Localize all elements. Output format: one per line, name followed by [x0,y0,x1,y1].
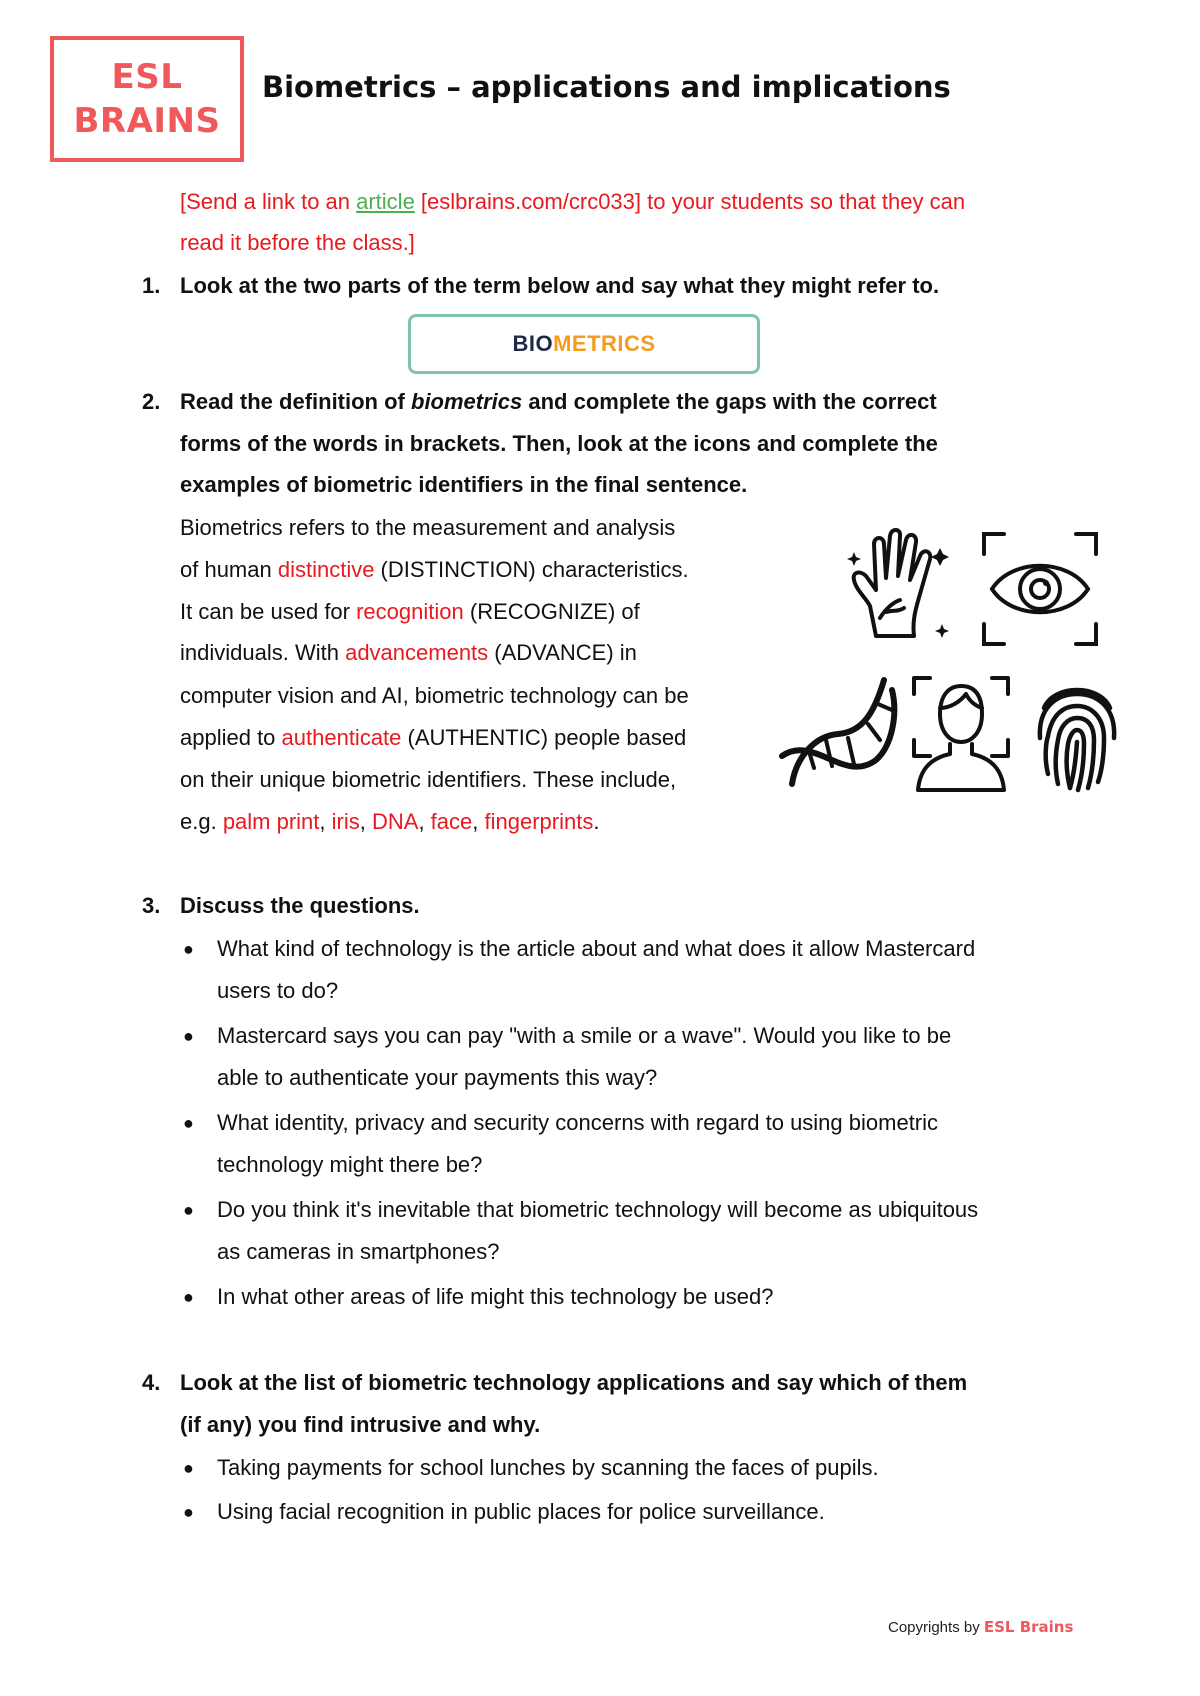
answer-recognition: recognition [356,599,464,624]
logo-line-1: ESL [111,57,183,97]
task-1-text: Look at the two parts of the term below and say what they might refer to. [180,273,940,298]
question-2-line-1: Mastercard says you can pay "with a smile or a wave". Would you like to be [217,1023,952,1048]
page-title: Biometrics – applications and implications [262,70,951,104]
bullet-dot: ● [183,1026,194,1046]
bullet-dot: ● [183,1502,194,1522]
fingerprint-icon [1034,678,1120,794]
question-3-line-2: technology might there be? [217,1152,483,1177]
definition-line-7: on their unique biometric identifiers. These include, [180,767,677,792]
task-2-line-2: forms of the words in brackets. Then, look at the icons and complete the [180,431,938,456]
question-4-line-2: as cameras in smartphones? [217,1239,500,1264]
task-2-line-3: examples of biometric identifiers in the final sentence. [180,472,748,497]
definition-line-3: It can be used for recognition (RECOGNIZE) of [180,599,640,624]
intro-line-1: [Send a link to an article [eslbrains.com/crc033] to your students so that they can [180,189,966,214]
question-1-line-1: What kind of technology is the article about and what does it allow Mastercard [217,936,976,961]
face-scan-icon [910,674,1012,794]
answer-dna: DNA [371,809,419,834]
logo-line-2: BRAINS [73,101,221,141]
question-2-line-2: able to authenticate your payments this way? [217,1065,658,1090]
answer-face: face [430,809,473,834]
palm-print-icon [846,528,954,646]
task-3-heading: Discuss the questions. [180,893,420,918]
answer-authenticate: authenticate [281,725,402,750]
answer-palm-print: palm print [222,809,320,834]
copyright-notice: Copyrights by ESL Brains [888,1618,1074,1636]
definition-line-4: individuals. With advancements (ADVANCE) in [180,640,637,665]
biometrics-term-box [408,314,760,374]
definition-line-1: Biometrics refers to the measurement and analysis [180,515,676,540]
definition-line-6: applied to authenticate (AUTHENTIC) people based [180,725,687,750]
definition-line-8: e.g. palm print, iris, DNA, face, fingerprints. [180,809,600,834]
task-4-number: 4. [142,1370,161,1395]
definition-line-2: of human distinctive (DISTINCTION) characteristics. [180,557,689,582]
question-3-line-1: What identity, privacy and security concerns with regard to using biometric [217,1110,939,1135]
intro-line-2: read it before the class.] [180,230,415,255]
task-2-number: 2. [142,389,161,414]
question-1-line-2: users to do? [217,978,339,1003]
answer-advancements: advancements [345,640,489,665]
application-2: Using facial recognition in public places for police surveillance. [217,1499,825,1524]
article-link[interactable]: article [356,189,415,214]
answer-fingerprints: fingerprints [484,809,594,834]
answer-iris: iris [331,809,360,834]
logo [50,36,244,162]
task-4-line-1: Look at the list of biometric technology applications and say which of them [180,1370,968,1395]
application-1: Taking payments for school lunches by scanning the faces of pupils. [217,1455,879,1480]
copyright-brand: ESL Brains [983,1618,1074,1636]
answer-distinctive: distinctive [277,557,375,582]
bullet-dot: ● [183,1458,194,1478]
task-4-line-2: (if any) you find intrusive and why. [180,1412,541,1437]
bullet-dot: ● [183,1287,194,1307]
term-part-metrics: METRICS [553,331,656,356]
question-4-line-1: Do you think it's inevitable that biometric technology will become as ubiquitous [217,1197,979,1222]
iris-scan-icon [980,530,1100,648]
task-2-line-1: Read the definition of biometrics and complete the gaps with the correct [180,389,937,414]
term-part-bio: BIO [512,331,554,356]
question-5-line-1: In what other areas of life might this technology be used? [217,1284,774,1309]
task-1-number: 1. [142,273,161,298]
task-3-number: 3. [142,893,161,918]
bullet-dot: ● [183,1113,194,1133]
bullet-dot: ● [183,1200,194,1220]
bullet-dot: ● [183,939,194,959]
dna-icon [774,674,904,798]
definition-line-5: computer vision and AI, biometric technology can be [180,683,689,708]
